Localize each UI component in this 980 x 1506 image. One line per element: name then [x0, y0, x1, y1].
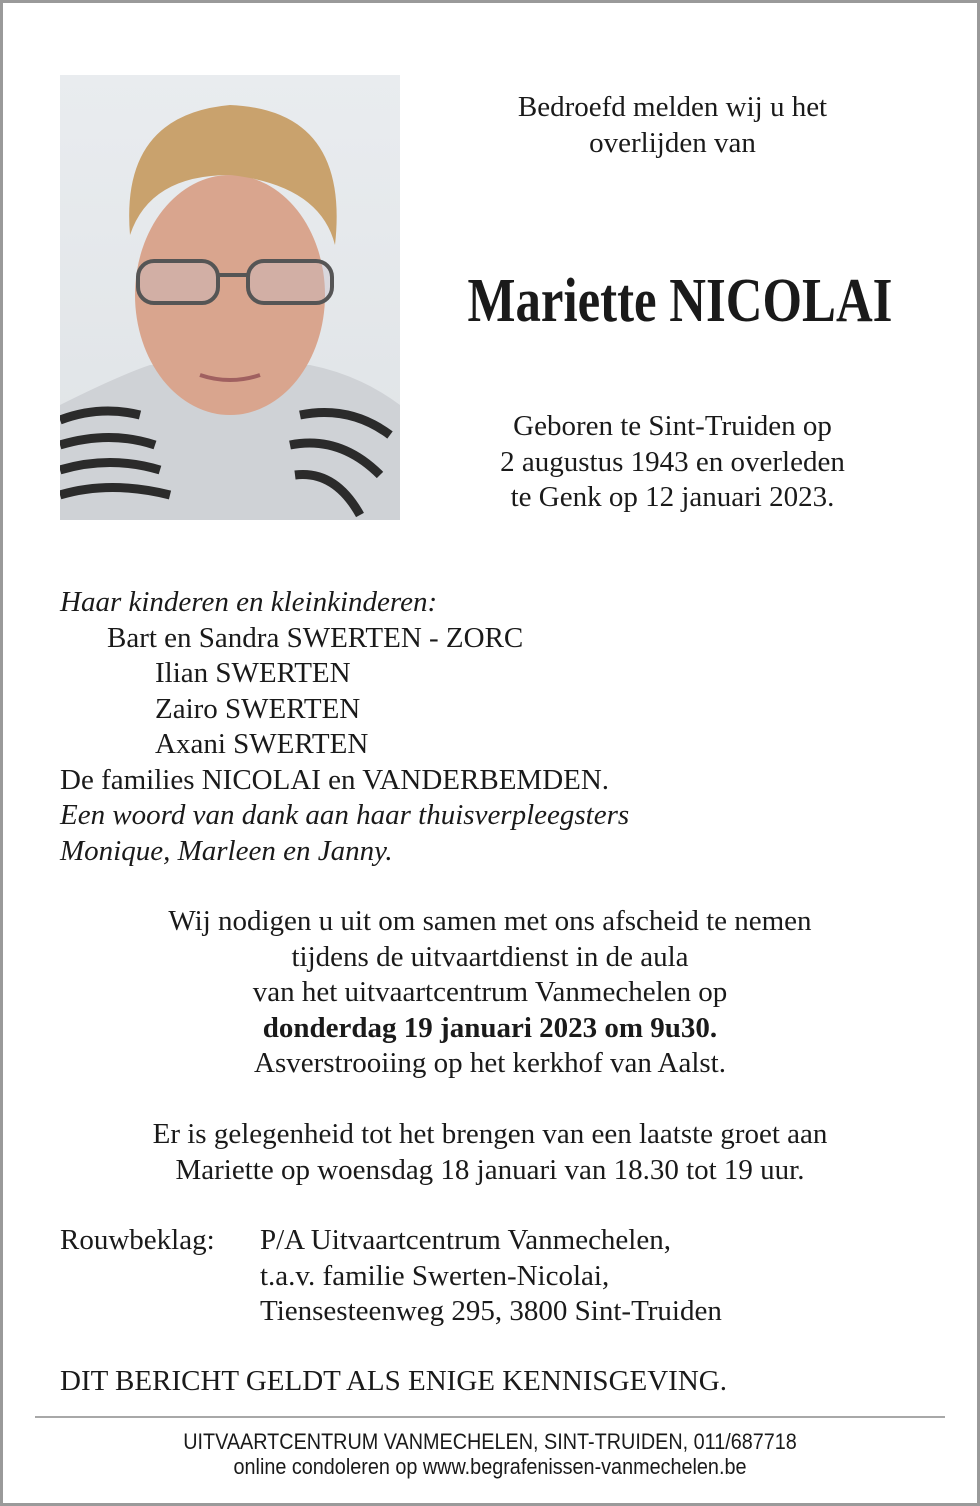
footer-company: UITVAARTCENTRUM VANMECHELEN, SINT-TRUIDEN, 011/687718: [183, 1429, 797, 1454]
intro-line: overlijden van: [589, 126, 756, 159]
birth-death-line: 2 augustus 1943 en overleden: [500, 445, 845, 478]
ceremony-line: van het uitvaartcentrum Vanmechelen op: [252, 976, 728, 1008]
grandchild-line: Zairo SWERTEN: [155, 692, 361, 725]
deceased-name: Mariette NICOLAI: [467, 267, 893, 335]
birth-death-line: te Genk op 12 januari 2023.: [510, 481, 835, 513]
address-line: Tiensesteenweg 295, 3800 Sint-Truiden: [260, 1295, 722, 1327]
ceremony-after: Asverstrooiing op het kerkhof van Aalst.: [254, 1047, 726, 1079]
intro-line: Bedroefd melden wij u het: [517, 91, 828, 123]
intro-text: [420, 90, 925, 161]
visitation-section: [0, 1117, 980, 1188]
thanks-line: Een woord van dank aan haar thuisverpleegsters: [60, 799, 630, 831]
grandchild-line: Ilian SWERTEN: [155, 657, 351, 689]
condolences-address: [260, 1223, 722, 1330]
grandchild-line: Axani SWERTEN: [155, 728, 369, 760]
ceremony-section: [0, 904, 980, 1082]
visitation-line: Mariette op woensdag 18 januari van 18.30 tot 19 uur.: [175, 1153, 805, 1186]
ceremony-line: tijdens de uitvaartdienst in de aula: [291, 940, 689, 973]
family-section: [60, 585, 629, 869]
portrait-photo: [60, 75, 400, 520]
children-line: Bart en Sandra SWERTEN - ZORC: [107, 621, 524, 654]
thanks-line: Monique, Marleen en Janny.: [60, 834, 393, 867]
birth-death-line: Geboren te Sint-Truiden op: [513, 410, 832, 442]
birth-death-text: [420, 409, 925, 516]
ceremony-line: Wij nodigen u uit om samen met ons afscheid te nemen: [168, 905, 812, 937]
address-line: P/A Uitvaartcentrum Vanmechelen,: [260, 1224, 671, 1256]
notice-text: DIT BERICHT GELDT ALS ENIGE KENNISGEVING.: [60, 1365, 727, 1397]
family-heading: Haar kinderen en kleinkinderen:: [60, 586, 438, 618]
footer-divider: [35, 1416, 945, 1418]
families-line: De families NICOLAI en VANDERBEMDEN.: [60, 763, 610, 796]
address-line: t.a.v. familie Swerten-Nicolai,: [260, 1259, 610, 1292]
condolences-label: Rouwbeklag:: [60, 1224, 215, 1256]
footer-website: online condoleren op www.begrafenissen-vanmechelen.be: [233, 1454, 747, 1479]
visitation-line: Er is gelegenheid tot het brengen van een laatste groet aan: [152, 1118, 828, 1150]
ceremony-date: donderdag 19 januari 2023 om 9u30.: [262, 1011, 718, 1044]
